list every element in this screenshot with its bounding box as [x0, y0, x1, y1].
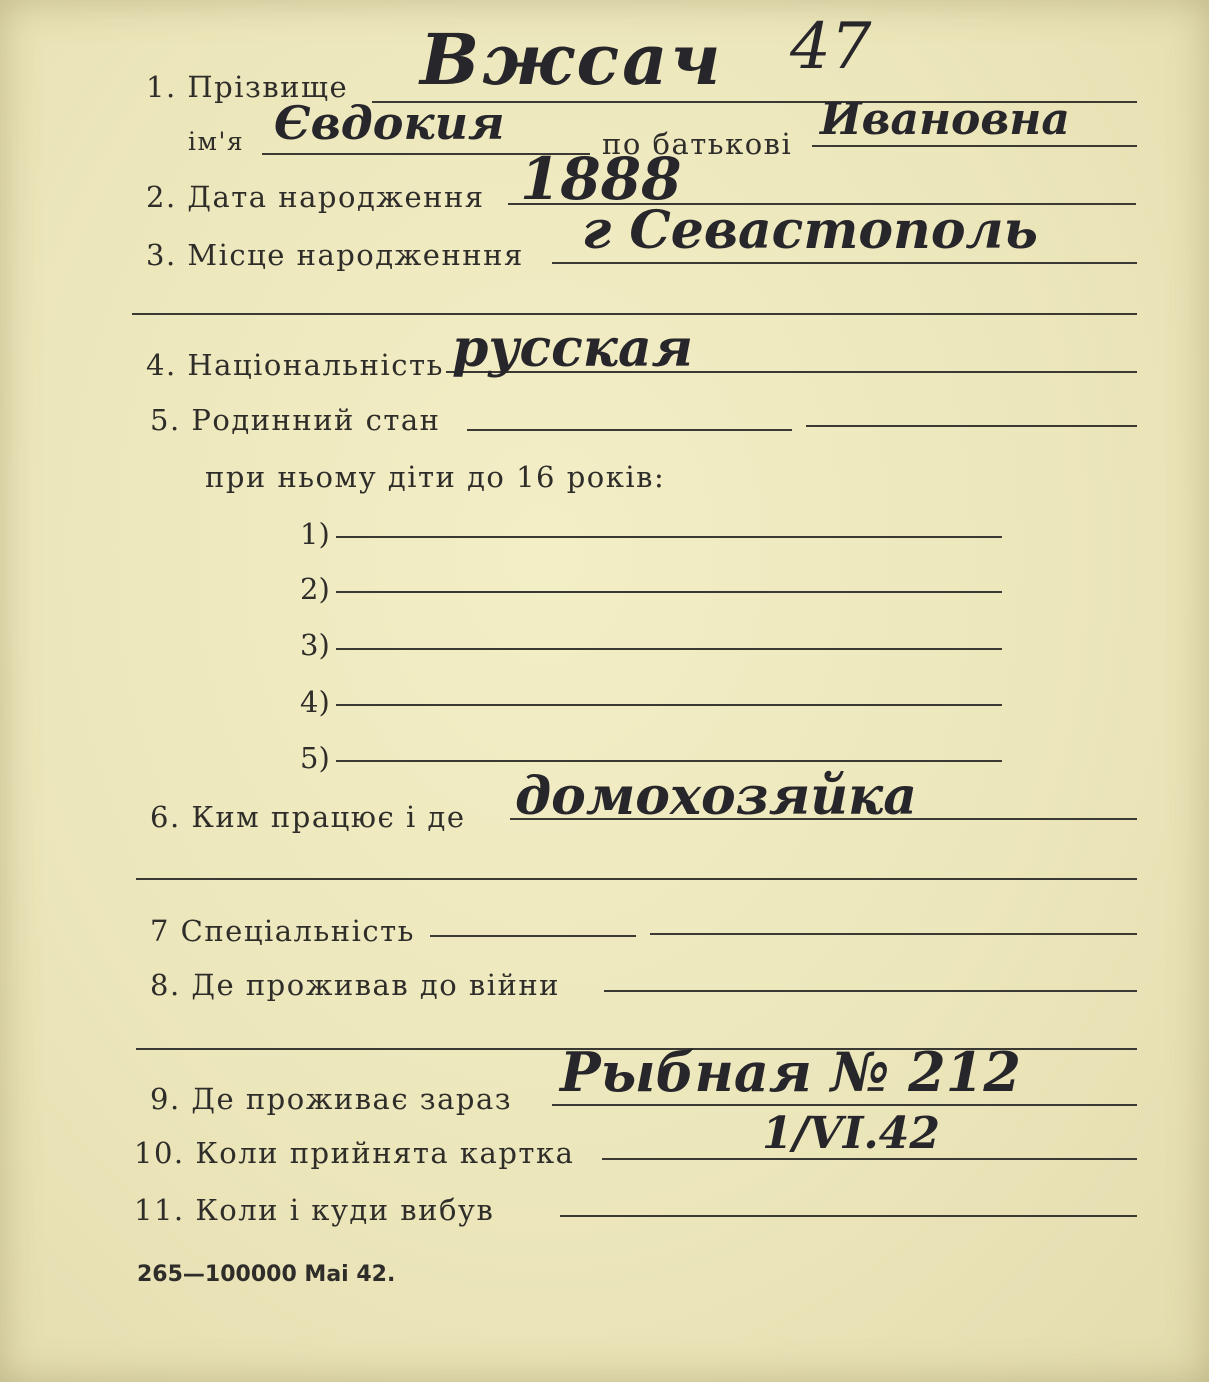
departure-line [560, 1215, 1137, 1217]
field-occupation-label: 6. Ким працює і де [150, 800, 466, 834]
field-patronymic-label: по батькові [602, 127, 793, 161]
birth-place-line [552, 262, 1137, 264]
card-accepted-handwritten: 1/VI.42 [762, 1108, 940, 1159]
child-4-line [336, 704, 1002, 706]
occupation-extra-line [136, 878, 1137, 880]
field-nationality-label: 4. Національність [146, 348, 444, 382]
corner-mark-handwritten: 47 [790, 10, 872, 84]
child-1-line [336, 536, 1002, 538]
field-specialty-label: 7 Спеціальність [150, 914, 415, 948]
field-prewar-residence-label: 8. Де проживав до війни [150, 968, 560, 1002]
child-1-label: 1) [300, 517, 330, 551]
field-card-accepted-label: 10. Коли прийнята картка [134, 1136, 575, 1170]
children-heading: при ньому діти до 16 років: [205, 460, 666, 494]
nationality-handwritten: русская [452, 318, 694, 379]
child-3-line [336, 648, 1002, 650]
child-3-label: 3) [300, 628, 330, 662]
field-birth-place-label: 3. Місце народженння [146, 238, 524, 272]
family-status-line-b [806, 425, 1137, 427]
field-departure-label: 11. Коли і куди вибув [134, 1193, 495, 1227]
child-5-line [336, 760, 1002, 762]
child-4-label: 4) [300, 685, 330, 719]
specialty-line-a [430, 935, 636, 937]
prewar-residence-line [604, 990, 1137, 992]
patronymic-line [812, 145, 1137, 147]
current-residence-handwritten: Рыбная № 212 [560, 1040, 1021, 1104]
birth-date-handwritten: 1888 [520, 145, 682, 213]
birth-place-handwritten: г Севастополь [582, 200, 1038, 261]
print-code: 265—100000 Mai 42. [137, 1262, 396, 1287]
current-residence-line [552, 1104, 1137, 1106]
specialty-line-b [650, 933, 1137, 935]
patronymic-handwritten: Ивановна [820, 94, 1070, 145]
occupation-handwritten: домохозяйка [515, 766, 917, 827]
name-handwritten: Євдокия [274, 96, 505, 150]
family-status-line-a [467, 429, 792, 431]
field-family-status-label: 5. Родинний стан [150, 403, 441, 437]
child-2-label: 2) [300, 572, 330, 606]
field-name-label: ім'я [188, 127, 245, 156]
child-2-line [336, 591, 1002, 593]
surname-handwritten: Вжсач [420, 18, 724, 101]
field-current-residence-label: 9. Де проживає зараз [150, 1082, 513, 1116]
birth-place-extra-line [132, 313, 1137, 315]
field-birth-date-label: 2. Дата народження [146, 180, 485, 214]
field-surname-label: 1. Прізвище [146, 70, 349, 104]
child-5-label: 5) [300, 741, 330, 775]
